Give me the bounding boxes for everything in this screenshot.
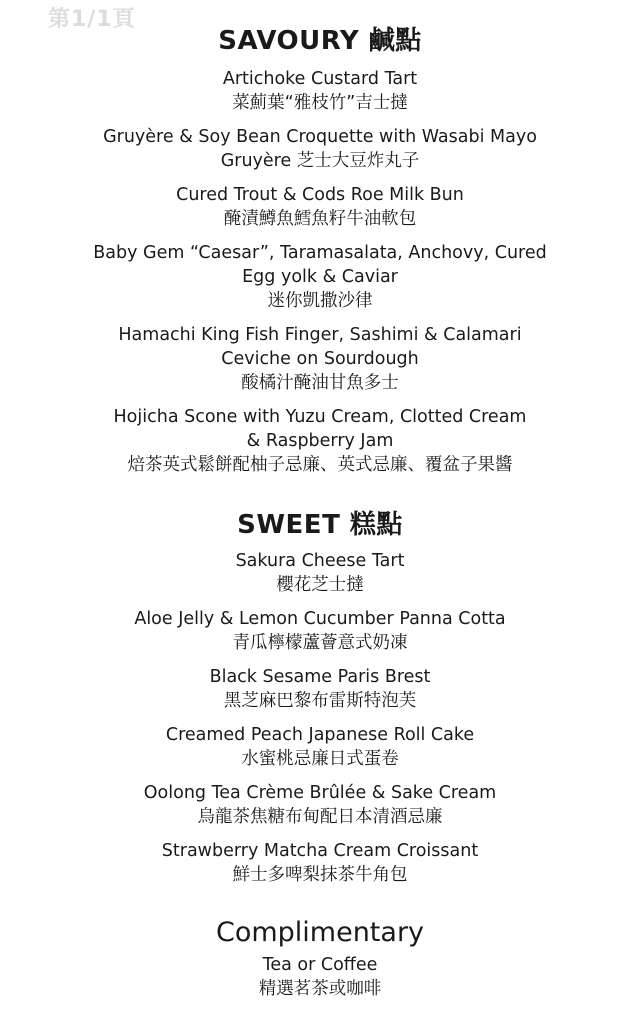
item-name-zh: 鮮士多啤梨抹茶牛角包: [232, 865, 408, 885]
menu-item-cured-trout-bun: [0, 183, 640, 231]
item-name-en: Aloe Jelly & Lemon Cucumber Panna Cotta: [134, 609, 506, 629]
menu-item-paris-brest: [0, 665, 640, 713]
item-name-en: Black Sesame Paris Brest: [209, 667, 431, 687]
item-name-zh: 迷你凱撒沙律: [267, 291, 373, 311]
item-name-zh: 櫻花芝士撻: [276, 575, 364, 595]
item-name-en: Artichoke Custard Tart: [222, 69, 418, 89]
menu-item-aloe-panna-cotta: [0, 607, 640, 655]
item-name-en: Sakura Cheese Tart: [235, 551, 405, 571]
menu-item-oolong-creme-brulee: [0, 781, 640, 829]
menu-item-baby-gem-caesar: [0, 241, 640, 313]
item-name-en: Hamachi King Fish Finger, Sashimi & Calamari: [118, 325, 522, 345]
section-title-complimentary: Complimentary: [215, 917, 425, 948]
item-name-en: Oolong Tea Crème Brûlée & Sake Cream: [143, 783, 497, 803]
item-name-en: Gruyère & Soy Bean Croquette with Wasabi Mayo: [103, 127, 537, 147]
item-name-en: Baby Gem “Caesar”, Taramasalata, Anchovy, Cured: [93, 243, 547, 263]
section-title-sweet: SWEET 糕點: [237, 510, 403, 540]
menu-item-artichoke-tart: [0, 67, 640, 115]
item-name-zh: 菜薊葉“雅枝竹”吉士撻: [232, 93, 408, 113]
menu-item-tea-or-coffee: [0, 953, 640, 1001]
menu-item-gruyere-croquette: [0, 125, 640, 173]
item-name-en: Cured Trout & Cods Roe Milk Bun: [176, 185, 464, 205]
section-title-savoury: SAVOURY 鹹點: [218, 26, 422, 56]
complimentary-items: [0, 953, 640, 1001]
item-name-zh: 酸橘汁醃油甘魚多士: [241, 373, 399, 393]
sweet-items: [0, 549, 640, 887]
item-name-en-line2: Ceviche on Sourdough: [221, 349, 419, 369]
item-name-en: Creamed Peach Japanese Roll Cake: [165, 725, 475, 745]
item-name-zh: 青瓜檸檬蘆薈意式奶凍: [232, 633, 408, 653]
item-name-en-line2: & Raspberry Jam: [246, 431, 394, 451]
item-name-zh: 精選茗茶或咖啡: [258, 979, 382, 999]
item-name-zh: 烏龍茶焦糖布甸配日本清酒忌廉: [197, 807, 443, 827]
item-name-zh: 焙茶英式鬆餅配柚子忌廉、英式忌廉、覆盆子果醬: [127, 455, 513, 475]
menu-item-sakura-tart: [0, 549, 640, 597]
menu-item-peach-roll-cake: [0, 723, 640, 771]
page-number-label: 第1/1頁: [48, 7, 136, 32]
item-name-en: Tea or Coffee: [262, 955, 378, 975]
item-name-zh: 黑芝麻巴黎布雷斯特泡芙: [223, 691, 417, 711]
menu-item-hamachi-ceviche: [0, 323, 640, 395]
item-name-en-line2: Egg yolk & Caviar: [242, 267, 398, 287]
item-name-zh: 醃漬鱒魚鱈魚籽牛油軟包: [223, 209, 417, 229]
item-name-zh: Gruyère 芝士大豆炸丸子: [220, 151, 420, 171]
savoury-items: [0, 67, 640, 477]
item-name-en: Hojicha Scone with Yuzu Cream, Clotted Cream: [113, 407, 527, 427]
menu-item-matcha-croissant: [0, 839, 640, 887]
item-name-en: Strawberry Matcha Cream Croissant: [161, 841, 479, 861]
menu-item-hojicha-scone: [0, 405, 640, 477]
item-name-zh: 水蜜桃忌廉日式蛋卷: [241, 749, 399, 769]
